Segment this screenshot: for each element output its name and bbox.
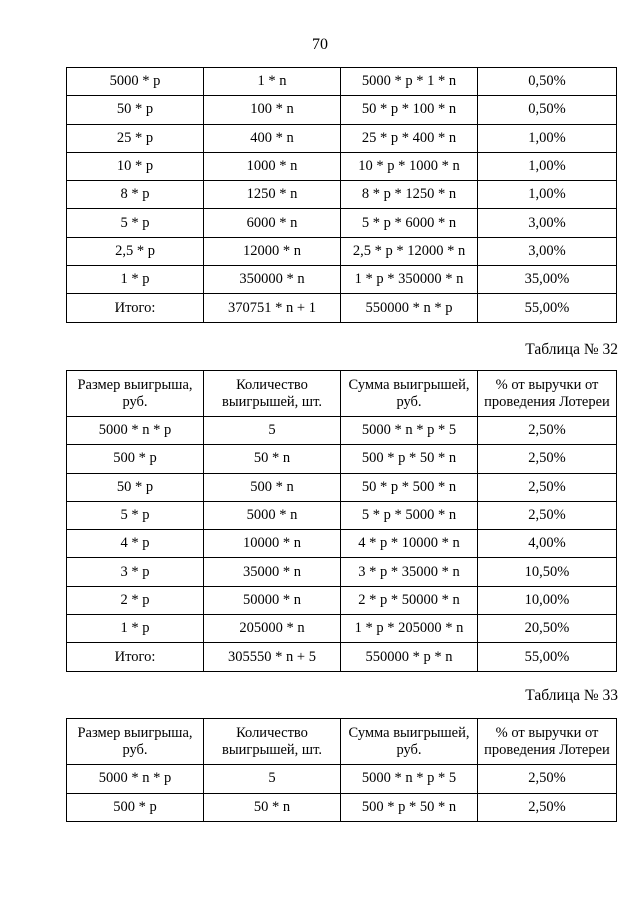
cell-prize-amount: Итого: bbox=[67, 643, 204, 671]
table-row bbox=[67, 530, 617, 558]
table-row bbox=[67, 96, 617, 124]
cell-prize-count: 50 * n bbox=[204, 793, 341, 822]
cell-prize-sum: 8 * p * 1250 * n bbox=[341, 181, 478, 209]
header-prize-count: Количество выигрышей, шт. bbox=[204, 719, 341, 765]
cell-prize-sum: 1 * p * 350000 * n bbox=[341, 266, 478, 294]
cell-revenue-percent: 1,00% bbox=[478, 181, 617, 209]
cell-revenue-percent: 10,00% bbox=[478, 586, 617, 614]
cell-prize-amount: Итого: bbox=[67, 294, 204, 322]
cell-prize-sum: 550000 * p * n bbox=[341, 643, 478, 671]
cell-prize-count: 10000 * n bbox=[204, 530, 341, 558]
cell-revenue-percent: 2,50% bbox=[478, 473, 617, 501]
cell-prize-sum: 2,5 * p * 12000 * n bbox=[341, 237, 478, 265]
cell-revenue-percent: 1,00% bbox=[478, 152, 617, 180]
table-body bbox=[67, 765, 617, 822]
cell-revenue-percent: 55,00% bbox=[478, 643, 617, 671]
cell-revenue-percent: 2,50% bbox=[478, 417, 617, 445]
cell-revenue-percent: 35,00% bbox=[478, 266, 617, 294]
cell-prize-amount: 5 * p bbox=[67, 209, 204, 237]
table-body bbox=[67, 417, 617, 672]
cell-revenue-percent: 3,00% bbox=[478, 237, 617, 265]
cell-prize-amount: 10 * p bbox=[67, 152, 204, 180]
table-row bbox=[67, 558, 617, 586]
cell-prize-amount: 50 * p bbox=[67, 473, 204, 501]
table-row bbox=[67, 209, 617, 237]
cell-prize-count: 50 * n bbox=[204, 445, 341, 473]
cell-prize-count: 350000 * n bbox=[204, 266, 341, 294]
table-32-caption: Таблица № 32 bbox=[525, 341, 618, 358]
cell-prize-sum: 50 * p * 100 * n bbox=[341, 96, 478, 124]
cell-prize-amount: 5000 * n * p bbox=[67, 417, 204, 445]
cell-prize-sum: 5000 * n * p * 5 bbox=[341, 765, 478, 794]
cell-revenue-percent: 2,50% bbox=[478, 793, 617, 822]
table-33-caption: Таблица № 33 bbox=[525, 687, 618, 704]
cell-revenue-percent: 3,00% bbox=[478, 209, 617, 237]
cell-prize-count: 5000 * n bbox=[204, 501, 341, 529]
table-row bbox=[67, 294, 617, 322]
table-row bbox=[67, 181, 617, 209]
cell-prize-sum: 1 * p * 205000 * n bbox=[341, 615, 478, 643]
table-row bbox=[67, 765, 617, 794]
cell-revenue-percent: 0,50% bbox=[478, 68, 617, 96]
header-prize-sum: Сумма выигрышей, руб. bbox=[341, 719, 478, 765]
header-prize-amount: Размер выигрыша, руб. bbox=[67, 719, 204, 765]
table-row bbox=[67, 445, 617, 473]
table-row bbox=[67, 417, 617, 445]
prize-table-32 bbox=[66, 370, 617, 672]
table-row bbox=[67, 237, 617, 265]
table-row bbox=[67, 473, 617, 501]
table-row bbox=[67, 501, 617, 529]
prize-table-33 bbox=[66, 718, 617, 822]
table-row bbox=[67, 643, 617, 671]
cell-prize-count: 100 * n bbox=[204, 96, 341, 124]
table-row bbox=[67, 793, 617, 822]
header-prize-count: Количество выигрышей, шт. bbox=[204, 371, 341, 417]
header-revenue-percent: % от выручки от проведения Лотереи bbox=[478, 719, 617, 765]
header-prize-amount: Размер выигрыша, руб. bbox=[67, 371, 204, 417]
cell-revenue-percent: 10,50% bbox=[478, 558, 617, 586]
table-header-row bbox=[67, 719, 617, 765]
cell-revenue-percent: 55,00% bbox=[478, 294, 617, 322]
table-body bbox=[67, 68, 617, 323]
table-row bbox=[67, 266, 617, 294]
cell-prize-count: 5 bbox=[204, 417, 341, 445]
cell-prize-amount: 5000 * n * p bbox=[67, 765, 204, 794]
cell-prize-amount: 2 * p bbox=[67, 586, 204, 614]
cell-prize-count: 6000 * n bbox=[204, 209, 341, 237]
cell-prize-sum: 550000 * n * p bbox=[341, 294, 478, 322]
cell-prize-sum: 3 * p * 35000 * n bbox=[341, 558, 478, 586]
cell-prize-count: 500 * n bbox=[204, 473, 341, 501]
cell-prize-count: 400 * n bbox=[204, 124, 341, 152]
header-revenue-percent: % от выручки от проведения Лотереи bbox=[478, 371, 617, 417]
cell-prize-count: 205000 * n bbox=[204, 615, 341, 643]
cell-prize-sum: 4 * p * 10000 * n bbox=[341, 530, 478, 558]
cell-prize-amount: 1 * p bbox=[67, 266, 204, 294]
cell-prize-count: 370751 * n + 1 bbox=[204, 294, 341, 322]
cell-prize-count: 1250 * n bbox=[204, 181, 341, 209]
cell-prize-sum: 10 * p * 1000 * n bbox=[341, 152, 478, 180]
cell-prize-sum: 500 * p * 50 * n bbox=[341, 793, 478, 822]
cell-prize-count: 1000 * n bbox=[204, 152, 341, 180]
cell-prize-sum: 5000 * n * p * 5 bbox=[341, 417, 478, 445]
table-row bbox=[67, 124, 617, 152]
cell-prize-amount: 3 * p bbox=[67, 558, 204, 586]
cell-prize-count: 1 * n bbox=[204, 68, 341, 96]
table-header-row bbox=[67, 371, 617, 417]
cell-prize-sum: 25 * p * 400 * n bbox=[341, 124, 478, 152]
cell-revenue-percent: 2,50% bbox=[478, 765, 617, 794]
cell-prize-amount: 5 * p bbox=[67, 501, 204, 529]
cell-prize-sum: 500 * p * 50 * n bbox=[341, 445, 478, 473]
cell-prize-amount: 4 * p bbox=[67, 530, 204, 558]
cell-prize-amount: 5000 * p bbox=[67, 68, 204, 96]
cell-prize-sum: 2 * p * 50000 * n bbox=[341, 586, 478, 614]
cell-prize-amount: 2,5 * p bbox=[67, 237, 204, 265]
cell-prize-amount: 8 * p bbox=[67, 181, 204, 209]
cell-revenue-percent: 1,00% bbox=[478, 124, 617, 152]
cell-prize-amount: 1 * p bbox=[67, 615, 204, 643]
table-row bbox=[67, 152, 617, 180]
cell-prize-sum: 5 * p * 6000 * n bbox=[341, 209, 478, 237]
cell-prize-amount: 25 * p bbox=[67, 124, 204, 152]
table-row bbox=[67, 68, 617, 96]
page-number: 70 bbox=[312, 36, 328, 53]
cell-prize-sum: 50 * p * 500 * n bbox=[341, 473, 478, 501]
cell-prize-count: 5 bbox=[204, 765, 341, 794]
cell-revenue-percent: 0,50% bbox=[478, 96, 617, 124]
cell-prize-count: 305550 * n + 5 bbox=[204, 643, 341, 671]
cell-revenue-percent: 2,50% bbox=[478, 445, 617, 473]
prize-table-continued bbox=[66, 67, 617, 323]
cell-prize-count: 50000 * n bbox=[204, 586, 341, 614]
header-prize-sum: Сумма выигрышей, руб. bbox=[341, 371, 478, 417]
cell-revenue-percent: 4,00% bbox=[478, 530, 617, 558]
cell-prize-sum: 5 * p * 5000 * n bbox=[341, 501, 478, 529]
cell-prize-sum: 5000 * p * 1 * n bbox=[341, 68, 478, 96]
cell-prize-count: 12000 * n bbox=[204, 237, 341, 265]
cell-revenue-percent: 20,50% bbox=[478, 615, 617, 643]
cell-prize-amount: 50 * p bbox=[67, 96, 204, 124]
table-row bbox=[67, 586, 617, 614]
cell-prize-count: 35000 * n bbox=[204, 558, 341, 586]
cell-prize-amount: 500 * p bbox=[67, 793, 204, 822]
cell-prize-amount: 500 * p bbox=[67, 445, 204, 473]
table-row bbox=[67, 615, 617, 643]
cell-revenue-percent: 2,50% bbox=[478, 501, 617, 529]
